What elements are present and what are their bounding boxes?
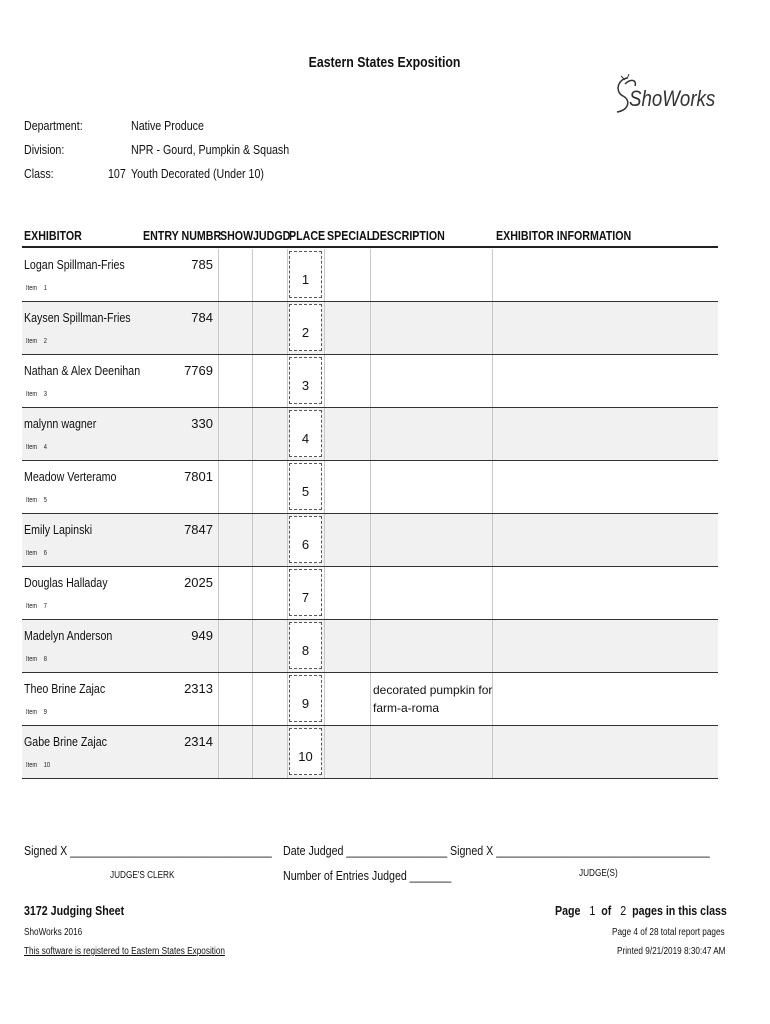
date-judged-line: Date Judged _________________ [283, 843, 448, 858]
place-number: 5 [301, 484, 310, 499]
item-label [26, 444, 47, 451]
page-title: Eastern States Exposition [309, 54, 461, 71]
item-number: 7 [43, 603, 47, 610]
column-divider [218, 726, 219, 778]
place-number: 1 [301, 272, 310, 287]
item-word: Item [26, 656, 38, 663]
item-word: Item [26, 338, 38, 345]
entries-judged-line: Number of Entries Judged _______ [283, 868, 452, 883]
place-number: 3 [301, 378, 310, 393]
col-entry: ENTRY NUMBR [143, 228, 222, 243]
entry-number: 2025 [184, 575, 213, 590]
column-divider [252, 567, 253, 619]
showorks-logo-text: ShoWorks [629, 86, 716, 111]
item-number: 1 [43, 285, 47, 292]
column-divider [252, 726, 253, 778]
column-divider [287, 514, 288, 566]
column-divider [492, 408, 493, 460]
item-label [26, 285, 47, 292]
exhibitor-name: malynn wagner [24, 416, 97, 431]
column-divider [218, 514, 219, 566]
column-divider [370, 302, 371, 354]
column-divider [324, 408, 325, 460]
column-divider [252, 408, 253, 460]
column-divider [370, 461, 371, 513]
column-divider [252, 620, 253, 672]
col-exhibitor-info: EXHIBITOR INFORMATION [496, 228, 632, 243]
item-word: Item [26, 709, 38, 716]
page-total: 2 [620, 903, 627, 918]
item-label [26, 338, 47, 345]
exhibitor-name: Madelyn Anderson [24, 628, 113, 643]
item-number: 6 [43, 550, 47, 557]
column-divider [287, 302, 288, 354]
table-row [22, 461, 718, 514]
column-divider [324, 673, 325, 725]
item-number: 2 [43, 338, 47, 345]
column-divider [492, 567, 493, 619]
column-divider [287, 620, 288, 672]
place-number: 2 [301, 325, 310, 340]
column-divider [370, 620, 371, 672]
division-value: NPR - Gourd, Pumpkin & Squash [131, 142, 290, 157]
exhibitor-name: Emily Lapinski [24, 522, 93, 537]
column-divider [218, 567, 219, 619]
column-divider [324, 249, 325, 301]
column-divider [287, 355, 288, 407]
column-divider [287, 408, 288, 460]
table-row [22, 673, 718, 726]
software-version: ShoWorks 2016 [24, 927, 83, 938]
department-value: Native Produce [131, 118, 204, 133]
item-label [26, 497, 47, 504]
column-divider [218, 408, 219, 460]
exhibitor-name: Douglas Halladay [24, 575, 108, 590]
item-word: Item [26, 497, 38, 504]
column-divider [492, 249, 493, 301]
signed-clerk-line: Signed X __________________________________ [24, 843, 272, 858]
place-number: 10 [298, 749, 313, 764]
division-label: Division: [24, 142, 65, 157]
col-judgd: JUDGD [253, 228, 291, 243]
column-divider [370, 567, 371, 619]
page-number: 1 [589, 903, 596, 918]
entry-number: 784 [191, 310, 213, 325]
place-box[interactable] [289, 675, 322, 722]
item-number: 9 [43, 709, 47, 716]
place-number: 7 [301, 590, 310, 605]
column-divider [287, 461, 288, 513]
item-label [26, 709, 47, 716]
table-row [22, 514, 718, 567]
column-divider [492, 461, 493, 513]
item-word: Item [26, 444, 38, 451]
judges-clerk-label: JUDGE'S CLERK [110, 870, 175, 881]
entry-number: 785 [191, 257, 213, 272]
column-divider [324, 620, 325, 672]
column-divider [492, 726, 493, 778]
column-divider [287, 249, 288, 301]
sheet-title: 3172 Judging Sheet [24, 903, 125, 918]
place-box[interactable] [289, 569, 322, 616]
table-row [22, 620, 718, 673]
entry-description: decorated pumpkin for farm-a-roma [373, 683, 493, 715]
col-special: SPECIAL [327, 228, 374, 243]
showorks-logo [607, 70, 727, 120]
entry-number: 2313 [184, 681, 213, 696]
item-label [26, 762, 50, 769]
place-number: 8 [301, 643, 310, 658]
exhibitor-name: Kaysen Spillman-Fries [24, 310, 131, 325]
column-divider [287, 673, 288, 725]
item-label [26, 550, 47, 557]
column-divider [218, 620, 219, 672]
page-word: Page [555, 903, 581, 918]
item-word: Item [26, 285, 38, 292]
column-divider [370, 249, 371, 301]
column-divider [370, 673, 371, 725]
place-box[interactable] [289, 463, 322, 510]
col-show: SHOW [220, 228, 254, 243]
report-pages: Page 4 of 28 total report pages [612, 927, 725, 938]
place-box[interactable] [289, 251, 322, 298]
place-box[interactable] [289, 304, 322, 351]
column-divider [252, 355, 253, 407]
column-divider [324, 302, 325, 354]
column-divider [287, 726, 288, 778]
column-divider [324, 461, 325, 513]
item-word: Item [26, 603, 38, 610]
of-word: of [601, 903, 612, 918]
column-divider [252, 249, 253, 301]
item-number: 3 [43, 391, 47, 398]
table-row [22, 249, 718, 302]
column-divider [492, 302, 493, 354]
item-number: 8 [43, 656, 47, 663]
exhibitor-name: Gabe Brine Zajac [24, 734, 107, 749]
column-divider [218, 461, 219, 513]
entry-number: 949 [191, 628, 213, 643]
printed-timestamp: Printed 9/21/2019 8:30:47 AM [617, 946, 726, 957]
class-value: Youth Decorated (Under 10) [131, 166, 264, 181]
column-divider [492, 355, 493, 407]
place-box[interactable] [289, 728, 322, 775]
exhibitor-name: Nathan & Alex Deenihan [24, 363, 141, 378]
place-box[interactable] [289, 516, 322, 563]
column-divider [324, 514, 325, 566]
exhibitor-name: Theo Brine Zajac [24, 681, 106, 696]
item-word: Item [26, 762, 38, 769]
registration-notice: This software is registered to Eastern States Exposition [24, 946, 226, 957]
place-number: 4 [301, 431, 310, 446]
place-box[interactable] [289, 622, 322, 669]
exhibitor-name: Meadow Verteramo [24, 469, 117, 484]
entry-number: 7847 [184, 522, 213, 537]
item-number: 4 [43, 444, 47, 451]
column-divider [252, 302, 253, 354]
place-box[interactable] [289, 410, 322, 457]
column-divider [218, 302, 219, 354]
entry-number: 7769 [184, 363, 213, 378]
pages-in-class: pages in this class [632, 903, 727, 918]
column-divider [324, 355, 325, 407]
item-number: 10 [43, 762, 51, 769]
class-number: 107 [108, 166, 126, 181]
table-row [22, 567, 718, 620]
table-row [22, 726, 718, 779]
table-row [22, 302, 718, 355]
column-divider [252, 673, 253, 725]
column-divider [287, 567, 288, 619]
column-divider [218, 673, 219, 725]
table-row [22, 408, 718, 461]
place-number: 9 [301, 696, 310, 711]
item-label [26, 391, 47, 398]
column-divider [324, 726, 325, 778]
item-label [26, 656, 47, 663]
item-word: Item [26, 391, 38, 398]
item-label [26, 603, 47, 610]
column-divider [370, 355, 371, 407]
column-divider [218, 355, 219, 407]
column-divider [218, 249, 219, 301]
entry-number: 7801 [184, 469, 213, 484]
column-divider [492, 514, 493, 566]
class-label: Class: [24, 166, 54, 181]
col-exhibitor: EXHIBITOR [24, 228, 82, 243]
place-number: 6 [301, 537, 310, 552]
judges-label: JUDGE(S) [579, 868, 618, 879]
page-counter [555, 903, 727, 918]
column-divider [370, 726, 371, 778]
col-place: PLACE [289, 228, 326, 243]
column-divider [370, 408, 371, 460]
place-box[interactable] [289, 357, 322, 404]
column-divider [370, 514, 371, 566]
table-row [22, 355, 718, 408]
signed-judge-line: Signed X ____________________________________ [450, 843, 710, 858]
entry-number: 330 [191, 416, 213, 431]
header-divider [22, 246, 718, 248]
column-divider [324, 567, 325, 619]
exhibitor-name: Logan Spillman-Fries [24, 257, 125, 272]
col-description: DESCRIPTION [372, 228, 445, 243]
column-divider [492, 620, 493, 672]
entry-number: 2314 [184, 734, 213, 749]
column-divider [252, 461, 253, 513]
department-label: Department: [24, 118, 83, 133]
item-word: Item [26, 550, 38, 557]
column-divider [252, 514, 253, 566]
item-number: 5 [43, 497, 47, 504]
